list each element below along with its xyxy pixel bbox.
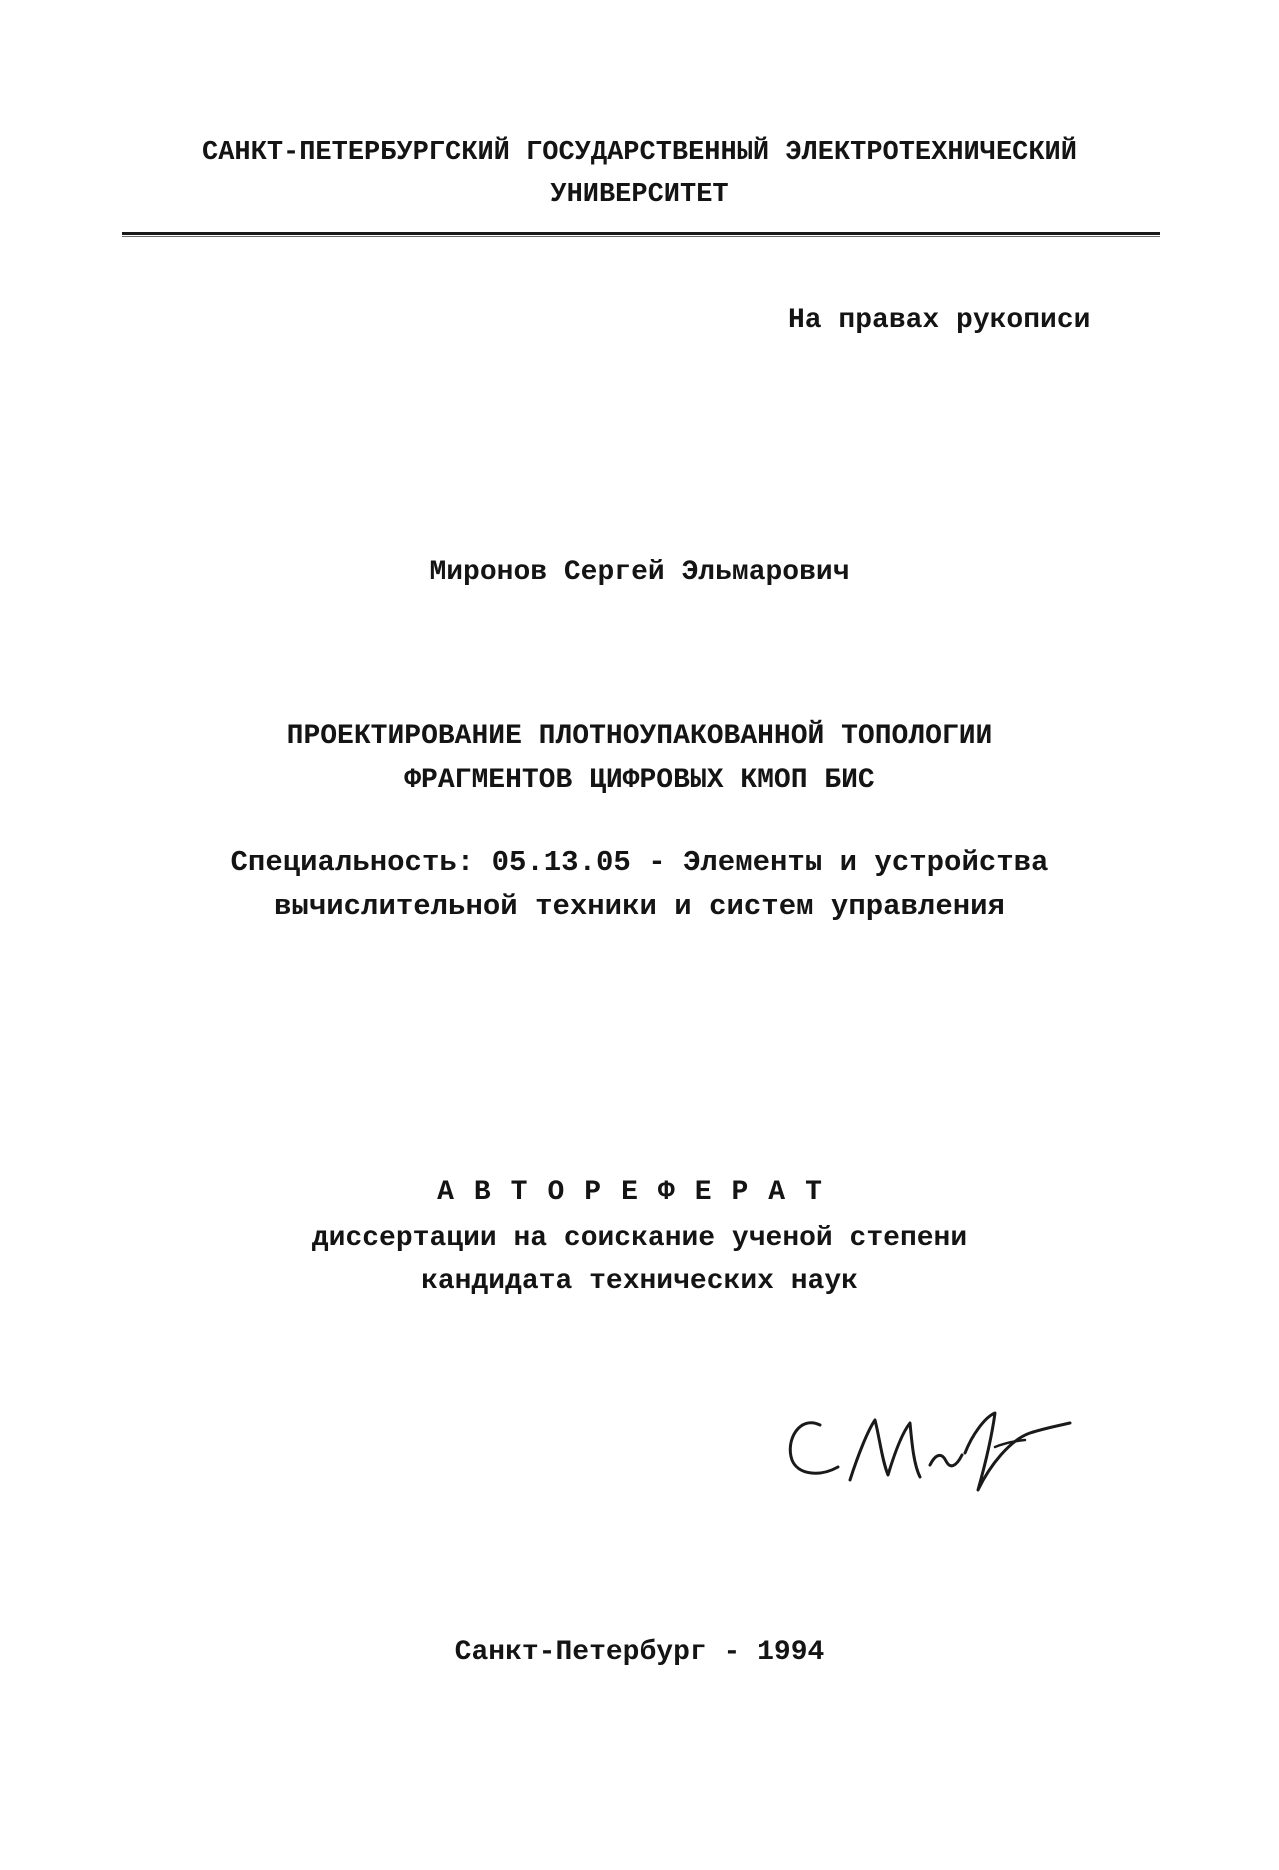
dissertation-title-line-2: ФРАГМЕНТОВ ЦИФРОВЫХ КМОП БИС [404, 765, 875, 796]
dissertation-title-line-1: ПРОЕКТИРОВАНИЕ ПЛОТНОУПАКОВАННОЙ ТОПОЛОГИИ [286, 721, 993, 752]
document-type-heading: АВТОРЕФЕРАТ [437, 1177, 842, 1208]
place-and-year: Санкт-Петербург - 1994 [454, 1637, 825, 1668]
institution-line-1: САНКТ-ПЕТЕРБУРГСКИЙ ГОСУДАРСТВЕННЫЙ ЭЛЕКТРОТЕХНИЧЕСКИЙ [202, 138, 1077, 168]
author-name: Миронов Сергей Эльмарович [429, 557, 850, 588]
header-divider [122, 232, 1160, 235]
specialty-line-1: Специальность: 05.13.05 - Элементы и устройства [230, 846, 1049, 879]
author-signature [780, 1395, 1100, 1505]
document-type-line-2: кандидата технических наук [421, 1266, 858, 1297]
document-type-line-1: диссертации на соискание ученой степени [311, 1223, 968, 1254]
header-divider-shadow [122, 236, 1160, 237]
rights-note: На правах рукописи [788, 305, 1091, 336]
institution-line-2: УНИВЕРСИТЕТ [550, 180, 729, 210]
specialty-line-2: вычислительной техники и систем управления [274, 890, 1005, 923]
